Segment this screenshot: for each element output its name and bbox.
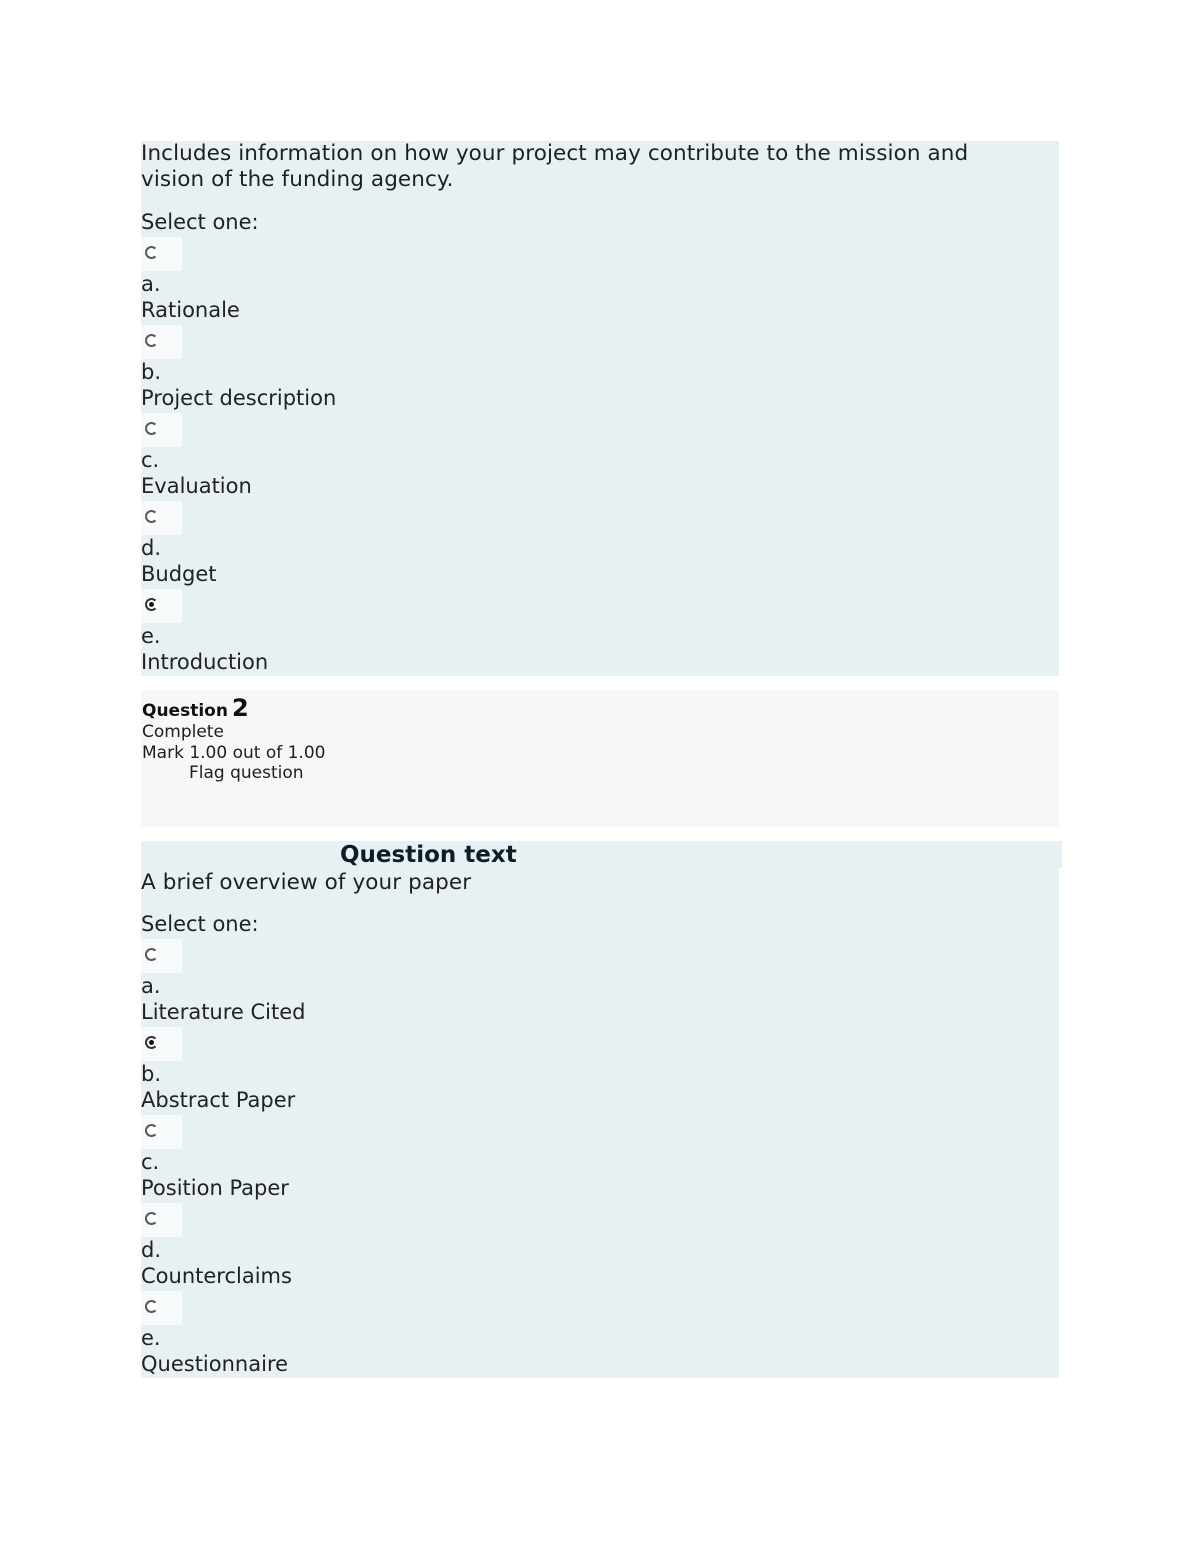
option-c-letter: c. [141,448,160,472]
question-2-text: A brief overview of your paper [141,870,472,895]
option-a-label[interactable]: Literature Cited [141,1000,306,1024]
option-a-radio[interactable] [141,237,182,271]
question-1-select-prompt: Select one: [141,210,259,234]
option-e-radio[interactable] [141,589,182,623]
question-1-block [141,141,1059,676]
question-text-heading: Question text [340,842,517,868]
question-1-text: Includes information on how your project may contribute to the mission and vision of the funding agency. [141,141,969,192]
radio-checked-icon [145,598,158,611]
option-c-letter: c. [141,1150,160,1174]
question-number: 2 [231,694,249,722]
question-word: Question [142,701,228,721]
option-b-letter: b. [141,360,162,384]
option-e-radio[interactable] [141,1291,182,1325]
question-mark: Mark 1.00 out of 1.00 [142,743,326,763]
question-status: Complete [142,722,224,742]
radio-unchecked-icon [145,510,158,523]
option-d-radio[interactable] [141,501,182,535]
option-c-label[interactable]: Position Paper [141,1176,289,1200]
question-number-heading [142,694,249,722]
option-c-radio[interactable] [141,1115,182,1149]
option-a-letter: a. [141,272,161,296]
option-d-letter: d. [141,536,162,560]
question-2-select-prompt: Select one: [141,912,259,936]
option-e-letter: e. [141,1326,161,1350]
question-text-header [141,841,1062,868]
option-a-radio[interactable] [141,939,182,973]
option-c-radio[interactable] [141,413,182,447]
radio-unchecked-icon [145,1300,158,1313]
option-b-letter: b. [141,1062,162,1086]
option-e-label[interactable]: Questionnaire [141,1352,289,1376]
radio-unchecked-icon [145,334,158,347]
question-2-block [141,868,1059,1378]
option-d-radio[interactable] [141,1203,182,1237]
option-b-radio[interactable] [141,325,182,359]
option-d-letter: d. [141,1238,162,1262]
flag-question-link[interactable]: Flag question [189,763,304,783]
option-b-label[interactable]: Abstract Paper [141,1088,296,1112]
radio-unchecked-icon [145,422,158,435]
radio-unchecked-icon [145,246,158,259]
option-e-label[interactable]: Introduction [141,650,269,674]
option-d-label[interactable]: Counterclaims [141,1264,292,1288]
option-b-label[interactable]: Project description [141,386,337,410]
option-a-letter: a. [141,974,161,998]
radio-unchecked-icon [145,1124,158,1137]
radio-unchecked-icon [145,1212,158,1225]
question-2-info [141,690,1059,827]
option-e-letter: e. [141,624,161,648]
radio-unchecked-icon [145,948,158,961]
option-c-label[interactable]: Evaluation [141,474,252,498]
option-d-label[interactable]: Budget [141,562,217,586]
option-a-label[interactable]: Rationale [141,298,240,322]
radio-checked-icon [145,1036,158,1049]
option-b-radio[interactable] [141,1027,182,1061]
